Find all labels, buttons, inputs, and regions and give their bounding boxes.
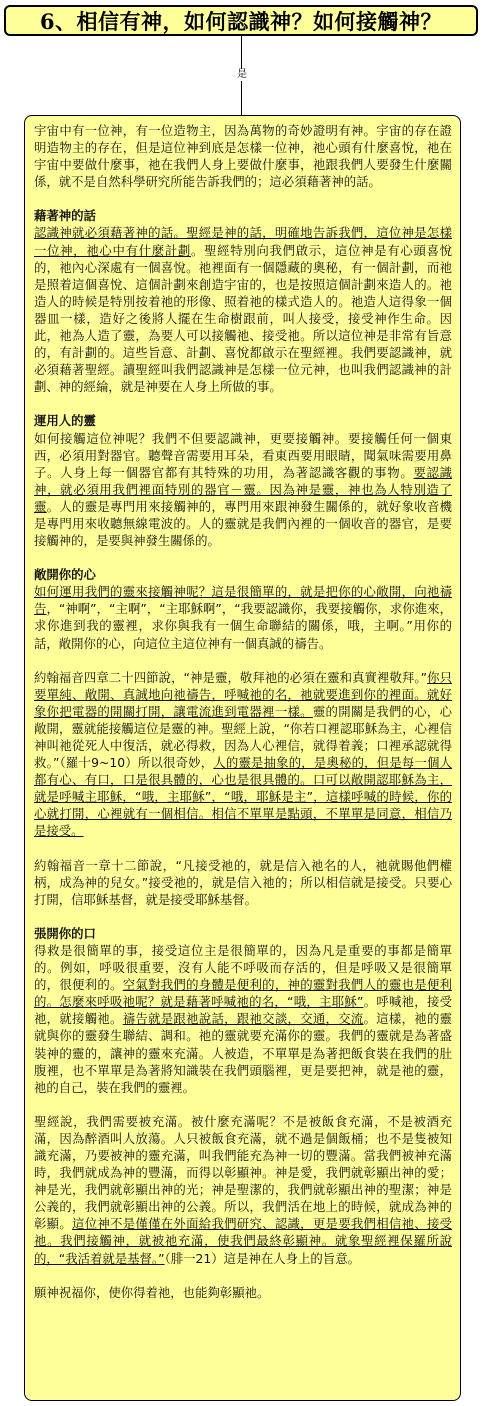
body-text: 聖經說，我們需要被充滿。被什麼充滿呢？不是被飯食充滿，不是被酒充滿，因為醉酒叫人放蕩。人只被飯食充滿，就不過是個飯桶；也不是隻被知識充滿，乃要被神的靈充滿，叫我們能充為神一切的豐滿。當我們被神充滿時，我們就成為神的豐滿，而得以彰顯神。神是愛，我們就彰顯出神的愛；神是光，我們就彰顯出神的光；神是聖潔的，我們就彰顯出神的聖潔；神是公義的，我們就彰顯出神的公義。所以，我們活在地上的時候，就成為神的彰顯。: [34, 1113, 452, 1232]
body-text: 。聖經特別向我們啟示，這位神是有心頭喜悅的，祂內心深處有一個喜悅。祂裡面有一個隱藏的奧秘，有一個計劃，而祂是照着這個喜悅、這個計劃來創造宇宙的，也是按照這個計劃來造人的。祂造人的時候是特別按着祂的形像、照着祂的樣式造人的。祂造人這得象一個器皿一樣，造好之後將人擺在生命樹跟前，叫人接受，接受神作生命。因此，祂為人造了靈，為要人可以接觸祂、接受祂。所以這位神是非常有旨意的，有計劃的。這些旨意、計劃、喜悅都啟示在聖經裡。我們要認識神，就必須藉著聖經。讀聖經叫我們認識神是怎樣一位元神，也叫我們認識神的計劃、神的經綸，就是神要在人身上所做的事。: [34, 242, 453, 395]
underlined-text: 空氣對我們的身體是便利的，神的靈對我們人的靈也是便利的。怎麼來呼吸祂呢？就是藉著呼喊祂的名，“哦，主耶穌”: [34, 977, 453, 1010]
body-text: ，“神啊”，“主啊”，“主耶穌啊”，“我要認識你，我要接觸你，求你進來，求你進到我的靈裡，求你與我有一個生命聯結的關係，哦，主啊。”用你的話，敞開你的心，向這位主這位神有一個真誠的禱告。: [34, 601, 453, 651]
underlined-text: 要認識神，就必須用我們裡面特別的器官－靈。因為神是靈，神也為人特別造了靈: [34, 464, 453, 514]
content-paragraph: [34, 857, 452, 908]
section-heading: 張開你的口: [34, 925, 96, 941]
underlined-text: 禱告就是跟祂說話，跟祂交談，交通，交流: [122, 1011, 364, 1027]
edge-label: 是: [234, 69, 250, 81]
body-text: 如何接觸這位神呢？我們不但要認識神，更要接觸神。要接觸任何一個東西，必須用對器官。聽聲音需要用耳朵，看東西要用眼睛，聞氣味需要用鼻子。人身上每一個器官都有其特殊的功用，為著認識客觀的事物。: [34, 430, 452, 480]
section-heading: 藉著神的話: [34, 208, 96, 224]
body-text: 願神祝福你，使你得着祂，也能夠彰顯祂。: [34, 1284, 270, 1300]
title-node: [4, 5, 478, 36]
title-text: 6、相信有神，如何認識神？如何接觸神？: [39, 8, 443, 34]
content-paragraph: [34, 1284, 452, 1301]
body-text: 得救是很簡單的事，接受這位主是很簡單的，因為凡是重要的事都是簡單的。例如，呼吸很重要，沒有人能不呼吸而存活的，但是呼吸又是很簡單的，很便利的。: [34, 942, 452, 993]
underlined-text: 你只要單純、敞開、真誠地向祂禱告，呼喊祂的名，祂就要進到你的裡面。就好象你把電器的開關打開，讓電流進到電器裡一樣。: [34, 669, 453, 719]
content-paragraph: [34, 925, 452, 1096]
section-heading: 敞開你的心: [34, 567, 96, 583]
content-paragraph: [34, 566, 452, 651]
content-paragraph: [34, 207, 452, 395]
body-text: 約翰福音四章二十四節說，“神是靈，敬拜祂的必須在靈和真實裡敬拜。”: [34, 669, 428, 685]
underlined-text: 如何運用我們的靈來接觸神呢？這是很簡單的，就是把你的心敞開，向祂禱告: [34, 584, 452, 617]
content-node: [24, 115, 461, 1401]
body-text: 靈的開關是我們的心，心敞開，靈就能接觸這位是靈的神。聖經上說，“你若口裡認耶穌為主，心裡信神叫祂從死人中復活，就必得救，因為人心裡信，就得着義；口裡承認就得救。”（羅十9~10）所以很奇妙，: [34, 703, 453, 771]
body-text: （腓一21）這是神在人身上的旨意。: [164, 1250, 360, 1266]
underlined-text: 認識神就必須藉著神的話。聖經是神的話，明確地告訴我們，這位神是怎樣一位神，祂心中有什麼計劃: [34, 225, 452, 258]
underlined-text: 人的靈是抽象的，是奧秘的，但是每一個人都有心、有口，口是很具體的，心也是很具體的。口可以敞開認耶穌為主，就是呼喊主耶穌，“哦，主耶穌”，“哦，耶穌是主”，這樣呼喊的時候，你的心就打開，心裡就有一個相信。相信不單單是點頭，不單單是同意，相信乃是接受。: [34, 755, 452, 839]
content-paragraph: [34, 1113, 452, 1267]
body-text: 。這樣，祂的靈就與你的靈發生聯結、調和。祂的靈就要充滿你的靈。我們的靈就是為著盛裝神的靈的，讓神的靈來充滿。人被造，不單單是為著把飯食裝在我們的肚腹裡，也不單單是為著將知識裝在我們頭腦裡，更是要把神，就是祂的靈，祂的自己，裝在我們的靈裡。: [34, 1011, 453, 1095]
body-text: 。人的靈是專門用來接觸神的，專門用來跟神發生關係的，就好象收音機是專門用來收聽無線電波的。人的靈就是我們內裡的一個收音的器官，是要接觸神的，是要與神發生關係的。: [34, 498, 453, 549]
body-text: 。呼喊祂，接受祂，就接觸祂。: [34, 994, 453, 1027]
content-paragraph: [34, 412, 452, 549]
underlined-text: 這位神不是僅僅在外面給我們研究、認識，更是要我們相信祂、接受祂。我們接觸神，就被祂充滿，使我們最終彰顯神。就象聖經裡保羅所說的，“我活着就是基督。”: [34, 1216, 453, 1266]
content-paragraph: [34, 122, 452, 190]
body-text: 宇宙中有一位神，有一位造物主，因為萬物的奇妙證明有神。宇宙的存在證明造物主的存在，但是這位神到底是怎樣一位神，祂心頭有什麼喜悅，祂在宇宙中要做什麼事，祂在我們人身上要做什麼事，祂跟我們人要發生什麼關係，就不是自然科學研究所能告訴我們的；這必須藉著神的話。: [34, 123, 452, 190]
content-paragraph: [34, 669, 452, 840]
body-text: 約翰福音一章十二節說，“凡接受祂的，就是信入祂名的人，祂就賜他們權柄，成為神的兒女。”接受祂的，就是信入祂的；所以相信就是接受。只要心打開，信耶穌基督，就是接受耶穌基督。: [34, 857, 452, 907]
section-heading: 運用人的靈: [34, 413, 96, 429]
